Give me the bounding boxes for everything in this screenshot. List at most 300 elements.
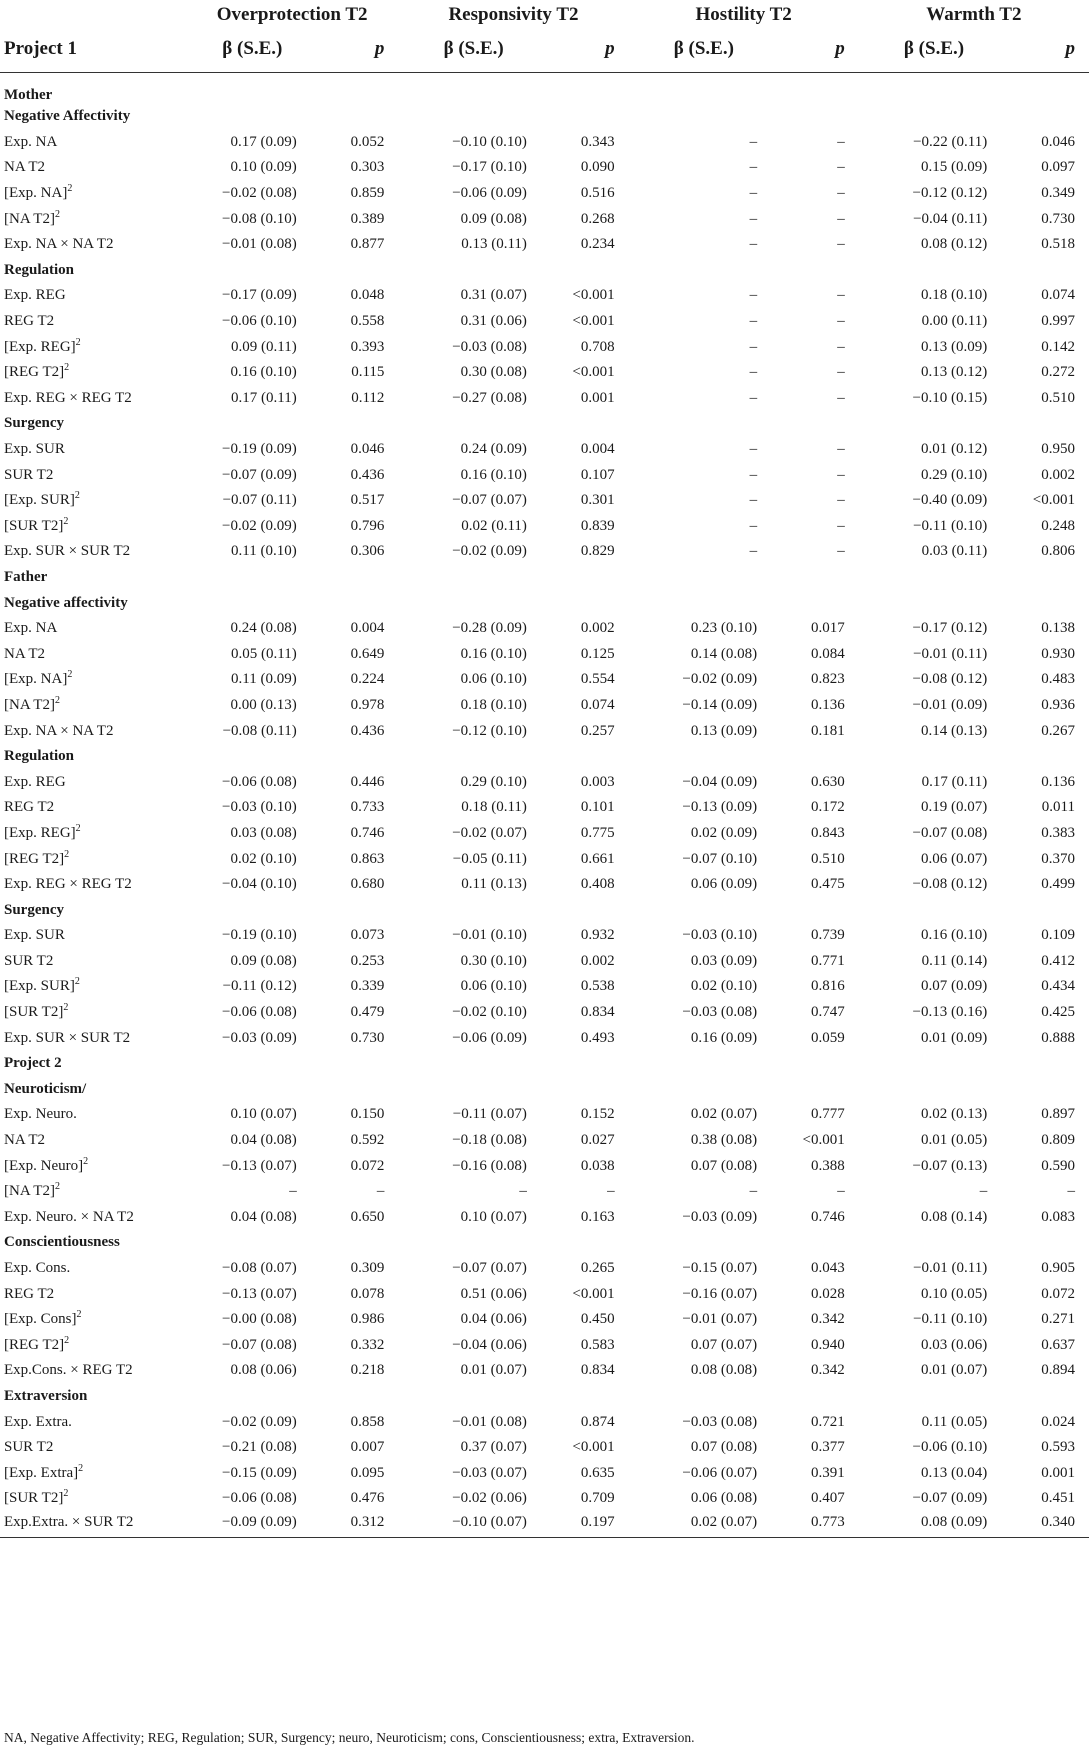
row-label (0, 539, 186, 565)
beta-cell: 0.06 (0.08) (690, 1490, 758, 1507)
p-value-cell: 0.115 (351, 364, 385, 381)
row-label (0, 488, 186, 514)
row-label (0, 846, 186, 872)
beta-header: β (S.E.) (398, 26, 549, 73)
superscript: 2 (67, 183, 73, 195)
beta-cell: 0.18 (0.10) (460, 696, 527, 713)
p-value-cell: 0.493 (580, 1029, 615, 1046)
p-value-cell: 0.476 (350, 1490, 385, 1507)
section-label: Extraversion (4, 1387, 88, 1404)
p-value-cell: 0.074 (580, 696, 615, 713)
table-row (0, 488, 1089, 514)
p-value-cell: 0.383 (1041, 824, 1075, 841)
p-value-cell: 0.510 (811, 850, 845, 867)
beta-cell: 0.10 (0.07) (230, 1106, 297, 1123)
row-label-text: [REG T2] (4, 850, 65, 867)
beta-cell: 0.07 (0.08) (690, 1439, 758, 1456)
p-value-cell: 0.590 (1041, 1157, 1075, 1174)
row-label-text: Exp. REG (4, 287, 66, 304)
p-header: p (549, 26, 629, 73)
p-value-cell: 0.248 (1041, 517, 1075, 534)
beta-cell: 0.29 (0.10) (460, 773, 527, 790)
p-value-cell: 0.558 (350, 313, 385, 330)
table-footnote: NA, Negative Affectivity; REG, Regulation; SUR, Surgency; neuro, Neuroticism; cons, Conscientiousness; extra, Extraversion. (4, 1730, 695, 1745)
beta-cell: −0.03 (0.08) (682, 1413, 758, 1430)
p-value-cell: 0.101 (580, 799, 615, 816)
beta-cell: 0.04 (0.08) (230, 1132, 297, 1149)
p-value-cell: <0.001 (572, 1285, 615, 1302)
beta-cell: 0.31 (0.06) (460, 313, 527, 330)
superscript: 2 (74, 976, 80, 988)
beta-cell: −0.04 (0.09) (682, 773, 758, 790)
beta-cell: 0.02 (0.13) (921, 1106, 988, 1123)
beta-cell: −0.11 (0.12) (222, 978, 297, 995)
row-label-text: Exp. REG × REG T2 (4, 389, 132, 406)
group-header-row (0, 0, 1089, 26)
row-label (0, 1102, 186, 1128)
beta-cell: −0.11 (0.07) (452, 1106, 527, 1123)
beta-cell: 0.30 (0.10) (460, 952, 527, 969)
section-row (0, 897, 1089, 923)
section-row (0, 411, 1089, 437)
p-header: p (1009, 26, 1089, 73)
p-value-cell: 0.708 (580, 338, 615, 355)
row-label (0, 1409, 186, 1435)
beta-cell: 0.17 (0.11) (231, 389, 297, 406)
superscript: 2 (54, 208, 60, 220)
beta-cell: 0.08 (0.12) (921, 236, 988, 253)
p-value-cell: 0.017 (811, 620, 845, 637)
p-value-cell: 0.172 (811, 799, 845, 816)
beta-cell: 0.00 (0.11) (921, 313, 988, 330)
p-value-cell: – (837, 1183, 845, 1200)
p-value-cell: 0.986 (350, 1311, 385, 1328)
p-value-cell: 0.930 (1041, 645, 1075, 662)
section-row (0, 590, 1089, 616)
section-label: Negative Affectivity (4, 108, 131, 125)
p-value-cell: 0.809 (1041, 1132, 1075, 1149)
row-label (0, 232, 186, 258)
row-label-text: NA T2 (4, 159, 45, 176)
p-value-cell: 0.583 (580, 1336, 615, 1353)
row-label-text: [Exp. Extra] (4, 1464, 79, 1481)
p-value-cell: – (837, 313, 845, 330)
table-row (0, 1179, 1089, 1205)
p-value-cell: 0.592 (350, 1132, 385, 1149)
p-value-cell: 0.312 (319, 1512, 399, 1538)
table-row (0, 1358, 1089, 1384)
beta-cell: 0.23 (0.10) (690, 620, 758, 637)
section-row (0, 744, 1089, 770)
beta-cell: – (749, 389, 758, 406)
table-row (0, 1460, 1089, 1486)
table-row (0, 334, 1089, 360)
beta-cell: – (749, 466, 758, 483)
beta-cell: −0.18 (0.08) (452, 1132, 527, 1149)
p-value-cell: 0.073 (350, 927, 385, 944)
row-label-text: Exp. NA (4, 133, 58, 150)
p-value-cell: 0.004 (580, 441, 615, 458)
table-row (0, 846, 1089, 872)
row-label-text: [Exp. Cons] (4, 1311, 77, 1328)
section-label: Neuroticism/ (4, 1080, 87, 1097)
p-value-cell: 0.771 (811, 952, 845, 969)
p-value-cell: 0.152 (580, 1106, 615, 1123)
row-label (0, 1435, 186, 1461)
beta-cell: −0.02 (0.09) (682, 671, 758, 688)
row-label-text: [REG T2] (4, 364, 65, 381)
beta-cell: 0.02 (0.10) (690, 978, 758, 995)
p-value-cell: 0.517 (350, 492, 385, 509)
section-label: Conscientiousness (4, 1234, 120, 1251)
p-value-cell: 0.479 (350, 1004, 385, 1021)
beta-cell: 0.01 (0.07) (921, 1362, 988, 1379)
table-row (0, 718, 1089, 744)
beta-cell: 0.14 (0.13) (921, 722, 988, 739)
p-value-cell: 0.028 (811, 1285, 845, 1302)
p-value-cell: 0.142 (1041, 338, 1075, 355)
row-label (0, 130, 186, 156)
beta-cell: 0.01 (0.07) (460, 1362, 527, 1379)
beta-cell: −0.10 (0.10) (452, 133, 527, 150)
p-value-cell: 0.637 (1041, 1336, 1075, 1353)
p-value-cell: 0.272 (1041, 364, 1075, 381)
row-label (0, 386, 186, 412)
table-row (0, 1205, 1089, 1231)
row-label (0, 1205, 186, 1231)
p-value-cell: 0.446 (350, 773, 385, 790)
p-value-cell: <0.001 (572, 287, 615, 304)
beta-cell: 0.10 (0.09) (230, 159, 297, 176)
p-value-cell: 0.136 (1041, 773, 1075, 790)
p-value-cell: 0.733 (350, 799, 385, 816)
p-value-cell: 0.680 (350, 876, 385, 893)
p-value-cell: 0.874 (580, 1413, 615, 1430)
beta-cell: −0.27 (0.08) (452, 389, 527, 406)
p-value-cell: 0.630 (811, 773, 845, 790)
beta-cell: 0.09 (0.08) (460, 210, 527, 227)
p-value-cell: 0.730 (350, 1029, 385, 1046)
p-value-cell: <0.001 (572, 364, 615, 381)
row-label (0, 1179, 186, 1205)
row-label (0, 1025, 186, 1051)
row-label (0, 667, 186, 693)
row-label (0, 309, 186, 335)
beta-cell: 0.01 (0.05) (921, 1132, 988, 1149)
superscript: 2 (54, 1181, 60, 1193)
p-value-cell: 0.843 (811, 824, 845, 841)
p-value-cell: 0.043 (811, 1260, 845, 1277)
row-label-text: Exp. NA (4, 620, 58, 637)
p-value-cell: 0.377 (811, 1439, 845, 1456)
p-value-cell: – (837, 466, 845, 483)
table-row (0, 667, 1089, 693)
p-value-cell: 0.342 (811, 1311, 845, 1328)
p-value-cell: 0.048 (350, 287, 385, 304)
beta-cell: −0.07 (0.08) (222, 1336, 297, 1353)
p-value-cell: 0.301 (580, 492, 615, 509)
beta-cell: −0.40 (0.09) (912, 492, 988, 509)
p-value-cell: 0.125 (580, 645, 615, 662)
table-row (0, 1333, 1089, 1359)
beta-cell: −0.06 (0.09) (452, 1029, 527, 1046)
beta-cell: −0.03 (0.08) (452, 338, 527, 355)
section-label: Mother (4, 87, 53, 103)
beta-cell: 0.08 (0.06) (230, 1362, 297, 1379)
beta-cell: 0.08 (0.08) (690, 1362, 758, 1379)
section-row (0, 565, 1089, 591)
p-value-cell: 0.112 (351, 389, 385, 406)
row-label-text: NA T2 (4, 645, 45, 662)
row-label-text: [Exp. SUR] (4, 492, 75, 509)
p-value-cell: 0.097 (1041, 159, 1075, 176)
table-row (0, 206, 1089, 232)
superscript: 2 (75, 336, 81, 348)
p-value-cell: 0.593 (1041, 1439, 1075, 1456)
beta-cell: −0.06 (0.10) (912, 1439, 988, 1456)
beta-cell: −0.16 (0.07) (682, 1285, 758, 1302)
beta-cell: 0.03 (0.06) (921, 1336, 988, 1353)
row-label-text: [SUR T2] (4, 1490, 64, 1507)
beta-cell: −0.17 (0.10) (452, 159, 527, 176)
beta-cell: −0.02 (0.10) (452, 1004, 527, 1021)
beta-cell: – (749, 133, 758, 150)
row-label-text: REG T2 (4, 1285, 55, 1302)
beta-cell: 0.11 (0.05) (921, 1413, 988, 1430)
p-value-cell: 0.218 (350, 1362, 385, 1379)
beta-cell: – (749, 441, 758, 458)
row-label (0, 283, 186, 309)
p-value-cell: 0.412 (1041, 952, 1075, 969)
beta-cell: −0.19 (0.10) (222, 927, 297, 944)
beta-cell: −0.02 (0.07) (452, 824, 527, 841)
table-row (0, 1435, 1089, 1461)
beta-cell: −0.07 (0.07) (452, 1260, 527, 1277)
p-value-cell: – (837, 492, 845, 509)
row-label (0, 1358, 186, 1384)
section-label: Surgency (4, 901, 64, 918)
row-label (0, 821, 186, 847)
table-row (0, 923, 1089, 949)
superscript: 2 (64, 362, 70, 374)
table-row (0, 693, 1089, 719)
p-value-cell: 0.083 (1041, 1208, 1075, 1225)
p-value-cell: 0.309 (350, 1260, 385, 1277)
row-label (0, 1486, 186, 1512)
beta-cell: 0.02 (0.11) (461, 517, 527, 534)
p-value-cell: <0.001 (572, 313, 615, 330)
beta-cell: −0.09 (0.09) (186, 1512, 319, 1538)
p-value-cell: 0.072 (350, 1157, 385, 1174)
section-label: Regulation (4, 748, 75, 765)
beta-cell: −0.17 (0.09) (222, 287, 297, 304)
p-value-cell: 0.897 (1041, 1106, 1075, 1123)
group-header-responsivity: Responsivity T2 (398, 0, 628, 26)
section-row (0, 73, 1089, 105)
p-value-cell: 0.940 (811, 1336, 845, 1353)
beta-cell: −0.04 (0.10) (222, 876, 297, 893)
beta-cell: 0.08 (0.09) (859, 1512, 1010, 1538)
p-value-cell: – (376, 1183, 385, 1200)
table-row (0, 974, 1089, 1000)
beta-cell: 0.14 (0.08) (690, 645, 758, 662)
p-value-cell: – (837, 287, 845, 304)
table-row (0, 1281, 1089, 1307)
beta-cell: −0.08 (0.12) (912, 671, 988, 688)
p-value-cell: 0.084 (811, 645, 845, 662)
beta-cell: −0.06 (0.08) (222, 773, 297, 790)
p-value-cell: 0.224 (350, 671, 385, 688)
table-row (0, 309, 1089, 335)
beta-cell: −0.01 (0.10) (452, 927, 527, 944)
beta-cell: −0.22 (0.11) (913, 133, 988, 150)
beta-cell: 0.03 (0.08) (230, 824, 297, 841)
p-value-cell: 0.303 (350, 159, 385, 176)
beta-cell: – (749, 492, 758, 509)
row-label-text: [SUR T2] (4, 517, 64, 534)
corner-cell (0, 0, 186, 26)
row-label (0, 334, 186, 360)
beta-cell: −0.21 (0.08) (222, 1439, 297, 1456)
row-label (0, 923, 186, 949)
superscript: 2 (64, 848, 70, 860)
beta-cell: – (749, 517, 758, 534)
row-label-text: Exp. SUR × SUR T2 (4, 543, 131, 560)
beta-cell: −0.06 (0.08) (222, 1490, 297, 1507)
p-value-cell: 0.450 (580, 1311, 615, 1328)
p-value-cell: 0.796 (350, 517, 385, 534)
table-row (0, 1025, 1089, 1051)
beta-cell: 0.10 (0.07) (460, 1208, 527, 1225)
beta-cell: −0.13 (0.07) (222, 1285, 297, 1302)
beta-cell: 0.01 (0.12) (921, 441, 988, 458)
p-value-cell: – (837, 364, 845, 381)
p-value-cell: 0.074 (1041, 287, 1075, 304)
table-row (0, 1307, 1089, 1333)
section-label: Father (4, 568, 48, 585)
p-value-cell: 0.554 (580, 671, 615, 688)
p-value-cell: 0.877 (350, 236, 385, 253)
beta-cell: – (749, 287, 758, 304)
p-value-cell: 0.721 (811, 1413, 845, 1430)
p-value-cell: 0.001 (580, 389, 615, 406)
row-label (0, 155, 186, 181)
row-label (0, 1153, 186, 1179)
beta-cell: −0.06 (0.09) (452, 185, 527, 202)
p-value-cell: 0.349 (1041, 185, 1075, 202)
superscript: 2 (67, 669, 73, 681)
beta-cell: −0.03 (0.09) (222, 1029, 297, 1046)
p-value-cell: – (837, 133, 845, 150)
row-label (0, 514, 186, 540)
p-value-cell: 0.635 (580, 1464, 615, 1481)
p-value-cell: 0.136 (811, 696, 845, 713)
table-row (0, 1153, 1089, 1179)
section-row (0, 1051, 1089, 1077)
column-header-row (0, 26, 1089, 73)
p-value-cell: 0.730 (1041, 210, 1075, 227)
beta-cell: 0.13 (0.09) (690, 722, 758, 739)
p-value-cell: 0.932 (580, 927, 615, 944)
table-row (0, 1256, 1089, 1282)
p-value-cell: 0.905 (1041, 1260, 1075, 1277)
p-value-cell: 0.046 (350, 441, 385, 458)
beta-cell: −0.16 (0.08) (452, 1157, 527, 1174)
row-label-text: [NA T2] (4, 210, 55, 227)
beta-cell: −0.01 (0.07) (682, 1311, 758, 1328)
p-value-cell: 0.499 (1041, 876, 1075, 893)
beta-cell: −0.02 (0.09) (222, 1413, 297, 1430)
beta-cell: −0.10 (0.15) (912, 389, 988, 406)
p-value-cell: 0.436 (350, 466, 385, 483)
beta-cell: −0.08 (0.11) (222, 722, 297, 739)
row-label-text: Exp.Cons. × REG T2 (4, 1362, 133, 1379)
p-value-cell: 0.823 (811, 671, 845, 688)
beta-cell: −0.04 (0.06) (452, 1336, 527, 1353)
row-label (0, 1256, 186, 1282)
beta-cell: 0.06 (0.09) (690, 876, 758, 893)
row-label (0, 641, 186, 667)
p-value-cell: 0.181 (811, 722, 845, 739)
beta-cell: −0.06 (0.07) (682, 1464, 758, 1481)
beta-cell: – (749, 159, 758, 176)
superscript: 2 (63, 1488, 69, 1500)
row-label (0, 360, 186, 386)
p-value-cell: – (837, 338, 845, 355)
beta-cell: – (749, 313, 758, 330)
beta-cell: −0.19 (0.09) (222, 441, 297, 458)
p-value-cell: 0.538 (580, 978, 615, 995)
beta-cell: −0.13 (0.07) (222, 1157, 297, 1174)
superscript: 2 (78, 1462, 84, 1474)
beta-cell: −0.07 (0.10) (682, 850, 758, 867)
beta-cell: 0.09 (0.11) (231, 338, 297, 355)
p-header: p (779, 26, 859, 73)
row-label (0, 974, 186, 1000)
p-value-cell: 0.267 (1041, 722, 1075, 739)
beta-cell: −0.06 (0.10) (222, 313, 297, 330)
beta-cell: – (749, 236, 758, 253)
row-label-text: [NA T2] (4, 1183, 55, 1200)
beta-cell: 0.13 (0.11) (461, 236, 527, 253)
table-row (0, 437, 1089, 463)
row-label-text: Exp. SUR (4, 441, 65, 458)
p-value-cell: – (837, 441, 845, 458)
superscript: 2 (75, 822, 81, 834)
table-row (0, 386, 1089, 412)
p-value-cell: 0.370 (1041, 850, 1075, 867)
beta-cell: 0.03 (0.09) (690, 952, 758, 969)
p-value-cell: – (837, 159, 845, 176)
p-value-cell: 0.268 (580, 210, 615, 227)
table-row (0, 130, 1089, 156)
p-value-cell: 0.389 (350, 210, 385, 227)
p-value-cell: 0.773 (779, 1512, 859, 1538)
p-value-cell: 0.434 (1041, 978, 1075, 995)
row-label-text: Exp. Neuro. × NA T2 (4, 1208, 134, 1225)
row-label (0, 1460, 186, 1486)
row-label (0, 718, 186, 744)
beta-cell: −0.03 (0.10) (222, 799, 297, 816)
group-header-hostility: Hostility T2 (629, 0, 859, 26)
beta-cell: 0.19 (0.07) (921, 799, 988, 816)
p-value-cell: – (837, 517, 845, 534)
p-value-cell: 0.806 (1041, 543, 1075, 560)
table-body (0, 73, 1089, 1538)
p-value-cell: 0.393 (350, 338, 385, 355)
beta-cell: 0.10 (0.05) (921, 1285, 988, 1302)
beta-cell: 0.17 (0.11) (921, 773, 988, 790)
